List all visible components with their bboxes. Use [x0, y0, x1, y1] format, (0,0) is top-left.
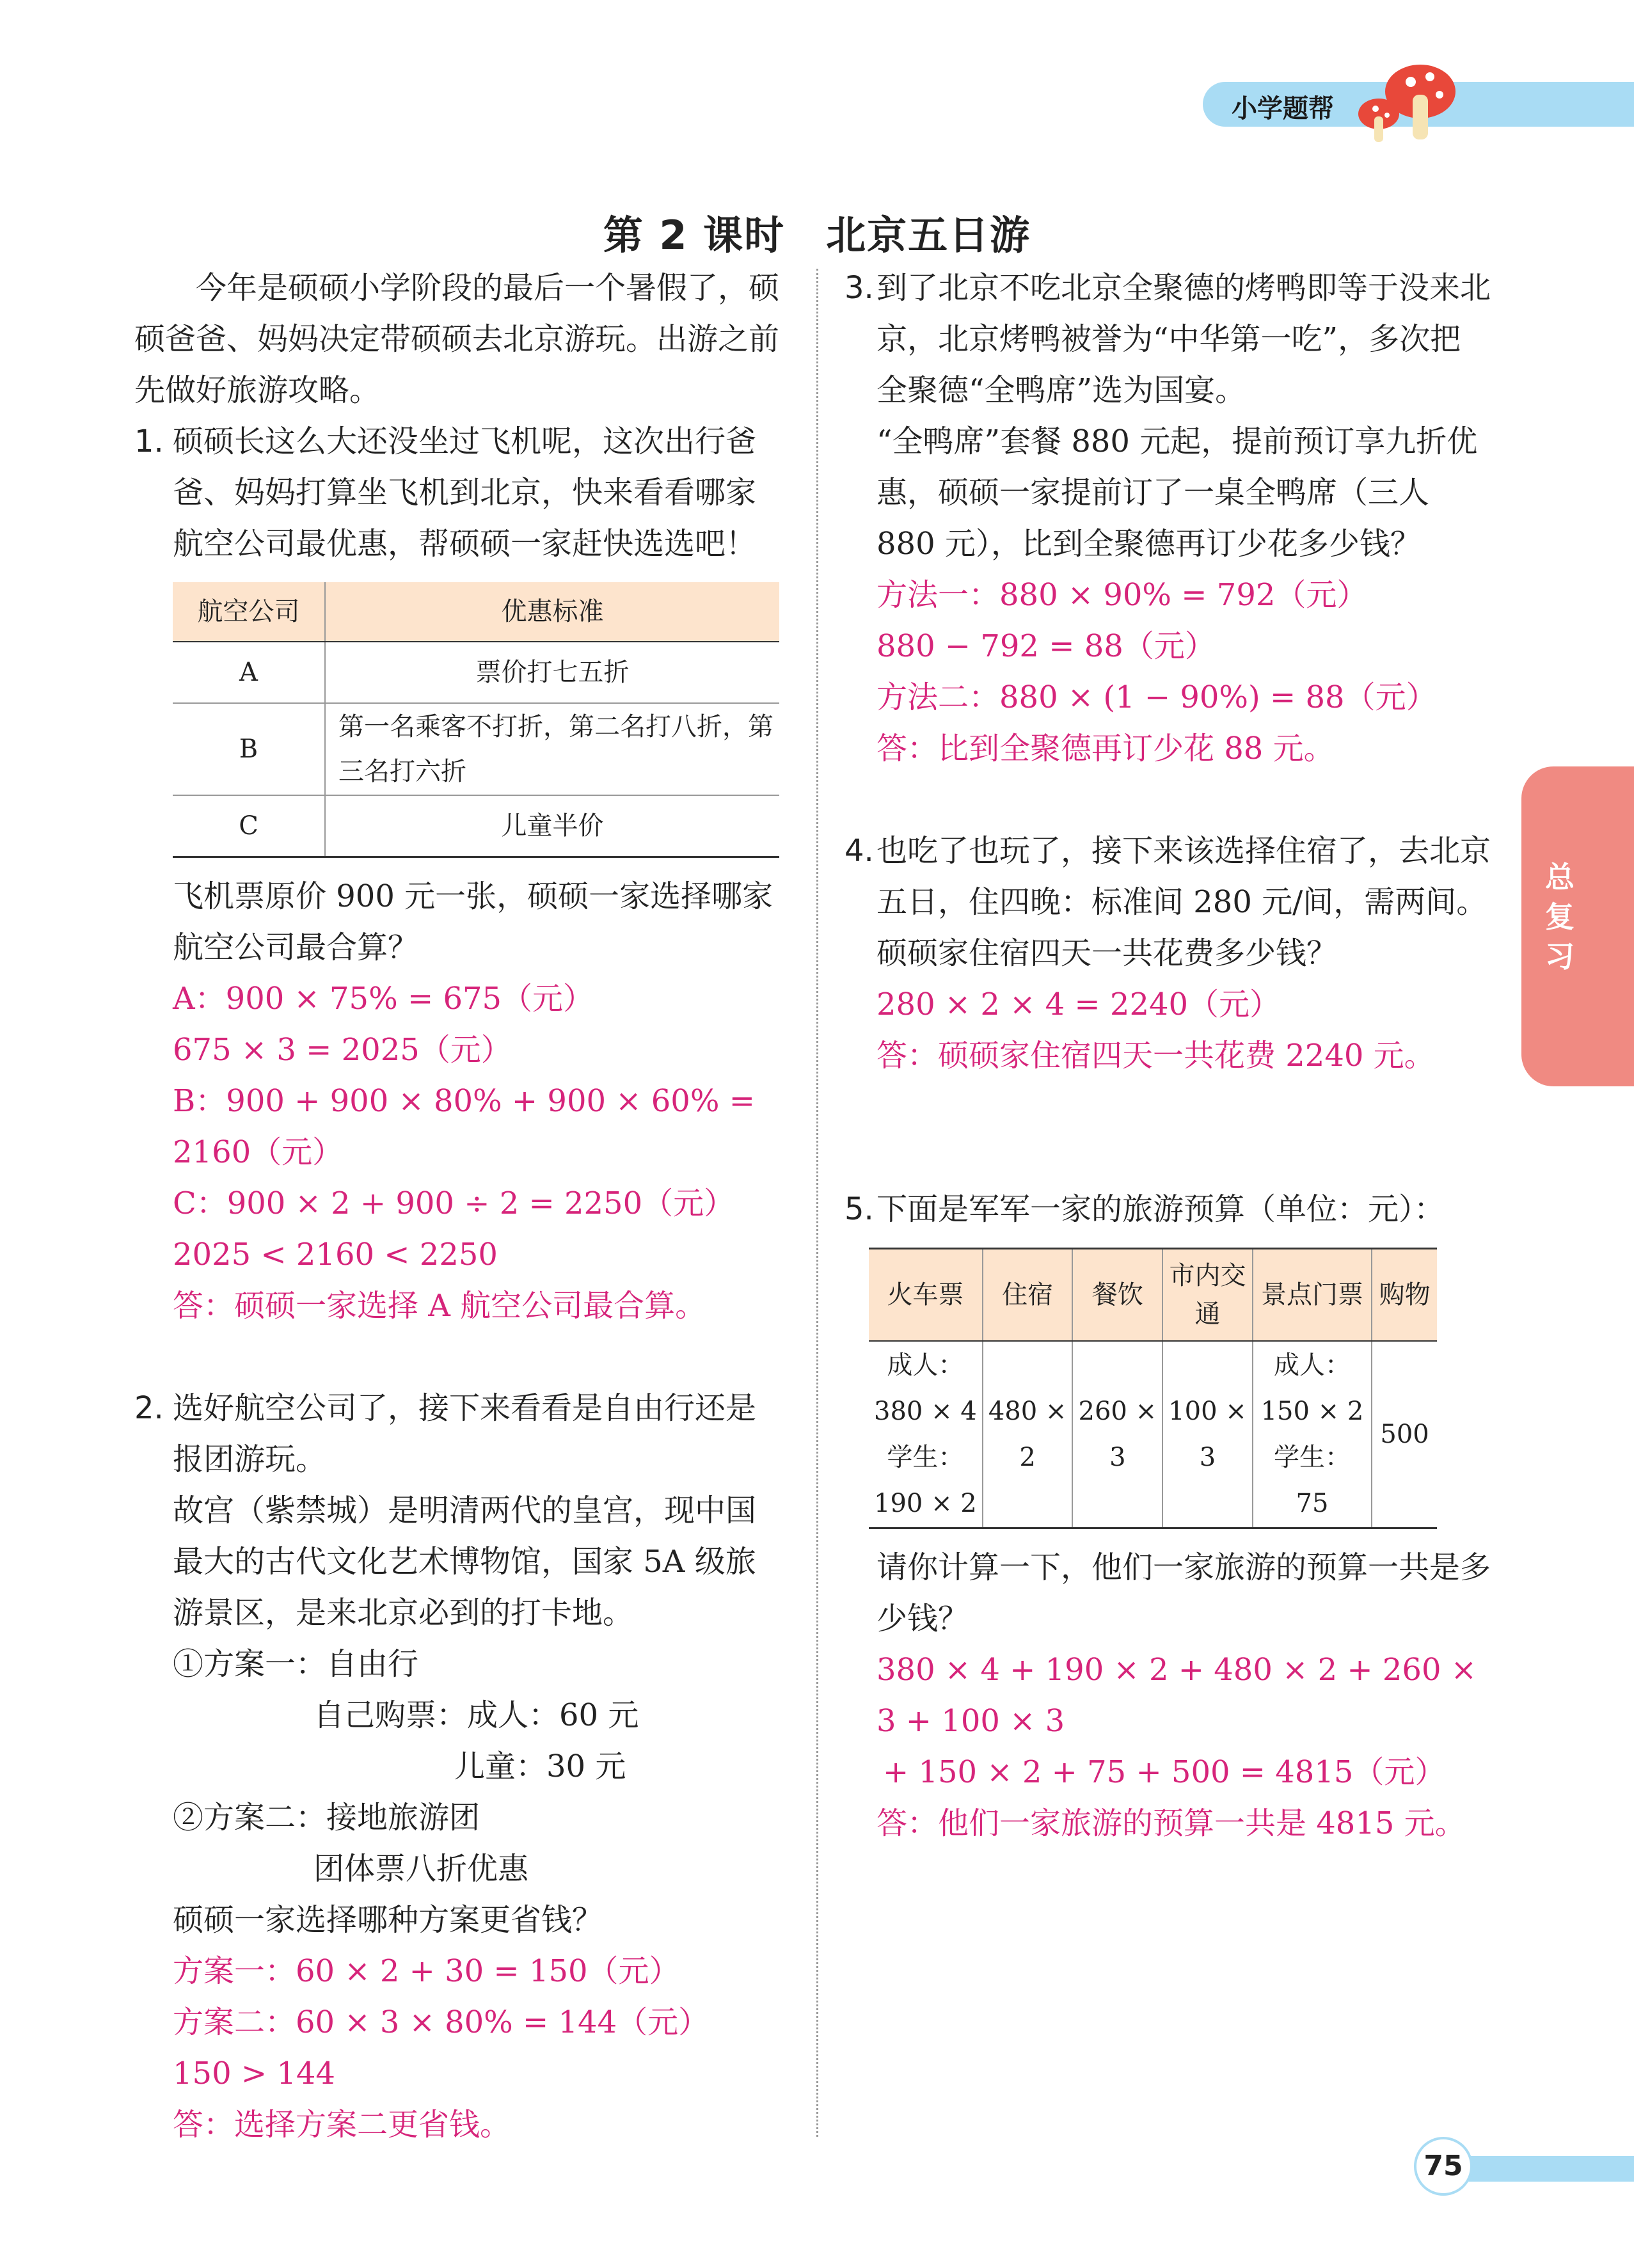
- page-number: 75: [1414, 2137, 1473, 2196]
- mushroom-icon: [1350, 56, 1465, 146]
- page-title: 第 2 课时 北京五日游: [603, 212, 1031, 258]
- cell-line: 学生：: [887, 1443, 964, 1472]
- table-cell: 第一名乘客不打折，第二名打八折，第三名打六折: [325, 703, 779, 795]
- column-divider: [816, 269, 818, 2137]
- q4-number: 4.: [845, 833, 874, 869]
- q3-number: 3.: [845, 270, 874, 306]
- table-cell: C: [173, 795, 325, 857]
- cell-line: 75: [1296, 1489, 1329, 1518]
- table-cell: 票价打七五折: [325, 642, 779, 703]
- brand-label: 小学题帮: [1232, 94, 1334, 123]
- table-header: 航空公司: [173, 582, 325, 642]
- airline-table: [173, 582, 779, 858]
- q5-answer-line: + 150 × 2 + 75 + 500 = 4815（元）: [883, 1754, 1446, 1790]
- question-1: [134, 416, 781, 569]
- table-header: 住宿: [983, 1249, 1073, 1342]
- q2-question: 硕硕一家选择哪种方案更省钱？: [173, 1901, 603, 1938]
- q2-text: 选好航空公司了，接下来看看是自由行还是报团游玩。: [173, 1390, 757, 1477]
- q1-answer-line: A：900 × 75% = 675（元）: [173, 980, 594, 1017]
- q1-answer-line: 答：硕硕一家选择 A 航空公司最合算。: [173, 1287, 706, 1324]
- table-cell: A: [173, 642, 325, 703]
- q2-answer-line: 方案二：60 × 3 × 80% = 144（元） 150 > 144: [173, 2004, 725, 2091]
- q2-plan1-child: 儿童：30 元: [454, 1748, 626, 1784]
- section-tab-label: 总复习: [1545, 860, 1575, 974]
- q5-number: 5.: [845, 1191, 874, 1227]
- intro-text: 今年是硕硕小学阶段的最后一个暑假了，硕硕爸爸、妈妈决定带硕硕去北京游玩。出游之前先做好旅游攻略。: [134, 270, 780, 408]
- q3-answer-line: 答：比到全聚德再订少花 88 元。: [876, 731, 1335, 766]
- q3-text: 到了北京不吃北京全聚德的烤鸭即等于没来北京，北京烤鸭被誉为“中华第一吃”，多次把全聚德“全鸭席”选为国宴。: [876, 270, 1491, 408]
- q5-question: 请你计算一下，他们一家旅游的预算一共是多少钱？: [876, 1550, 1491, 1637]
- q1-answer-line: B：900 + 900 × 80% + 900 × 60% = 2160（元）: [173, 1082, 755, 1170]
- q3-answer-line: 880 − 792 = 88（元）: [876, 628, 1216, 664]
- table-row: [173, 795, 779, 857]
- cell-line: 380 × 4: [874, 1397, 977, 1426]
- question-4: [845, 825, 1491, 979]
- train-cell: [869, 1341, 983, 1528]
- q1-number: 1.: [134, 424, 164, 459]
- table-header: 优惠标准: [325, 582, 779, 642]
- q3-answer-line: 方法二：880 × (1 − 90%) = 88（元）: [876, 679, 1437, 715]
- q2-plan2: ②方案二：接地旅游团: [173, 1799, 480, 1836]
- lodging-cell: 480 × 2: [983, 1341, 1073, 1528]
- table-row: [869, 1341, 1437, 1528]
- q5-answer-line: 380 × 4 + 190 × 2 + 480 × 2 + 260 × 3 + 100 × 3: [876, 1652, 1477, 1739]
- cell-line: 150 × 2: [1260, 1397, 1364, 1426]
- table-row: [173, 642, 779, 703]
- q2-description: 故宫（紫禁城）是明清两代的皇宫，现中国最大的古代文化艺术博物馆，国家 5A 级旅游景区，是来北京必到的打卡地。: [173, 1492, 757, 1631]
- table-header: 市内交通: [1162, 1249, 1253, 1342]
- left-column: [134, 262, 781, 2150]
- food-cell: 260 × 3: [1072, 1341, 1162, 1528]
- table-header: 火车票: [869, 1249, 983, 1342]
- q2-plan1-adult: 自己购票：成人：60 元: [313, 1697, 639, 1733]
- q1-question: 飞机票原价 900 元一张，硕硕一家选择哪家航空公司最合算？: [173, 878, 773, 965]
- tickets-cell: [1253, 1341, 1372, 1528]
- question-3: [845, 262, 1491, 416]
- q2-plan1: ①方案一：自由行: [173, 1645, 419, 1682]
- cell-line: 190 × 2: [874, 1489, 977, 1518]
- question-5: [845, 1184, 1491, 1235]
- table-cell: 儿童半价: [325, 795, 779, 857]
- table-row: [173, 703, 779, 795]
- q2-number: 2.: [134, 1390, 164, 1426]
- q1-answer-line: 675 × 3 = 2025（元）: [173, 1031, 512, 1068]
- q1-answer-line: C：900 × 2 + 900 ÷ 2 = 2250（元）: [173, 1185, 735, 1221]
- right-column: [845, 262, 1491, 1849]
- q5-answer-line: 答：他们一家旅游的预算一共是 4815 元。: [876, 1805, 1466, 1841]
- q2-answer-line: 答：选择方案二更省钱。: [173, 2106, 511, 2143]
- q4-answer-line: 答：硕硕家住宿四天一共花费 2240 元。: [876, 1038, 1435, 1074]
- q1-text: 硕硕长这么大还没坐过飞机呢，这次出行爸爸、妈妈打算坐飞机到北京，快来看看哪家航空公司最优惠，帮硕硕一家赶快选选吧！: [173, 424, 757, 562]
- q5-text: 下面是军军一家的旅游预算（单位：元）：: [876, 1191, 1445, 1227]
- cell-line: 成人：: [1273, 1351, 1351, 1380]
- table-header: 餐饮: [1072, 1249, 1162, 1342]
- q1-answer-line: 2025 < 2160 < 2250: [173, 1236, 498, 1273]
- q4-answer-line: 280 × 2 × 4 = 2240（元）: [876, 987, 1281, 1022]
- table-header: 购物: [1372, 1249, 1437, 1342]
- budget-table: [869, 1248, 1437, 1529]
- cell-line: 学生：: [1273, 1443, 1351, 1472]
- shopping-cell: 500: [1380, 1420, 1429, 1449]
- question-2: [134, 1383, 781, 1485]
- q3-text2: “全鸭席”套餐 880 元起，提前预订享九折优惠，硕硕一家提前订了一桌全鸭席（三人 880 元），比到全聚德再订少花多少钱？: [876, 424, 1478, 562]
- table-header: 景点门票: [1253, 1249, 1372, 1342]
- transport-cell: 100 × 3: [1162, 1341, 1253, 1528]
- q3-answer-line: 方法一：880 × 90% = 792（元）: [876, 577, 1368, 613]
- q2-plan2-detail: 团体票八折优惠: [313, 1850, 529, 1887]
- q2-answer-line: 方案一：60 × 2 + 30 = 150（元）: [173, 1953, 680, 1989]
- cell-line: 成人：: [887, 1351, 964, 1380]
- table-cell: B: [173, 703, 325, 795]
- q4-text: 也吃了也玩了，接下来该选择住宿了，去北京五日，住四晚：标准间 280 元/间，需两间。硕硕家住宿四天一共花费多少钱？: [876, 833, 1491, 971]
